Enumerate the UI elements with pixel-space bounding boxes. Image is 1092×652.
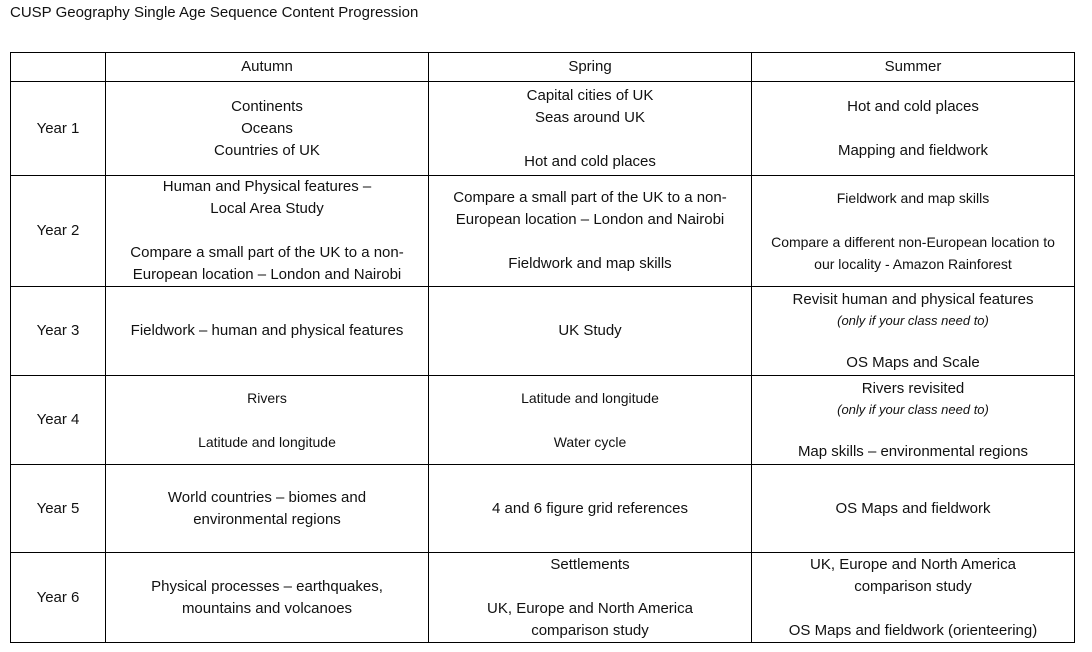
cell-autumn (106, 176, 429, 287)
topic: Physical processes – earthquakes, (151, 577, 383, 595)
topic: Continents (231, 97, 303, 115)
cell-autumn (106, 82, 429, 176)
header-autumn: Autumn (106, 53, 429, 82)
topic: OS Maps and fieldwork (orienteering) (788, 621, 1038, 639)
progression-table (10, 52, 1075, 643)
topic: Water cycle (553, 434, 627, 450)
cell-autumn (106, 465, 429, 553)
optional-note: (only if your class need to) (837, 312, 989, 328)
cell-spring (429, 553, 752, 643)
cell-spring (429, 176, 752, 287)
topic: OS Maps and fieldwork (835, 499, 991, 517)
topic: Rivers (247, 390, 287, 406)
topic: comparison study (854, 577, 972, 595)
topic: comparison study (531, 621, 649, 639)
topic: environmental regions (193, 510, 341, 528)
row-label: Year 1 (11, 82, 106, 176)
topic: Seas around UK (534, 108, 646, 126)
table-row-year-4 (11, 376, 1075, 465)
topic: Revisit human and physical features (792, 290, 1034, 308)
topic: Hot and cold places (524, 152, 656, 170)
topic: 4 and 6 figure grid references (492, 499, 688, 517)
topic: Hot and cold places (847, 97, 979, 115)
cell-summer (752, 287, 1075, 376)
optional-note: (only if your class need to) (837, 401, 989, 417)
table-row-year-1 (11, 82, 1075, 176)
topic: Mapping and fieldwork (837, 141, 989, 159)
topic: Fieldwork and map skills (508, 255, 672, 272)
cell-autumn (106, 287, 429, 376)
topic: Latitude and longitude (198, 434, 336, 450)
topic: Settlements (550, 555, 630, 573)
topic: European location – London and Nairobi (132, 266, 402, 283)
row-label: Year 4 (11, 376, 106, 465)
topic: Compare a different non-European location to (771, 234, 1055, 250)
topic: our locality - Amazon Rainforest (814, 256, 1012, 272)
topic: Fieldwork and map skills (836, 190, 990, 206)
topic: Rivers revisited (861, 379, 965, 397)
row-label: Year 5 (11, 465, 106, 553)
topic: Countries of UK (214, 141, 320, 159)
cell-summer (752, 376, 1075, 465)
cell-spring (429, 465, 752, 553)
topic: Human and Physical features – (162, 178, 372, 195)
document-title: CUSP Geography Single Age Sequence Content Progression (10, 4, 419, 21)
table-row-year-2 (11, 176, 1075, 287)
topic: Latitude and longitude (521, 390, 659, 406)
table-row-year-6 (11, 553, 1075, 643)
topic: World countries – biomes and (167, 488, 367, 506)
row-label: Year 6 (11, 553, 106, 643)
cell-autumn (106, 553, 429, 643)
cell-summer (752, 82, 1075, 176)
row-label: Year 2 (11, 176, 106, 287)
header-summer: Summer (752, 53, 1075, 82)
topic: Oceans (241, 119, 293, 137)
cell-autumn (106, 376, 429, 465)
cell-summer (752, 553, 1075, 643)
table-row-year-5 (11, 465, 1075, 553)
header-spring: Spring (429, 53, 752, 82)
cell-summer (752, 465, 1075, 553)
topic: UK, Europe and North America (487, 599, 693, 617)
header-empty (11, 53, 106, 82)
table-row-year-3 (11, 287, 1075, 376)
header-row (11, 53, 1075, 82)
topic: Compare a small part of the UK to a non- (453, 189, 727, 206)
cell-spring (429, 82, 752, 176)
topic: Map skills – environmental regions (797, 442, 1029, 460)
topic: Local Area Study (210, 200, 324, 217)
topic: Compare a small part of the UK to a non- (130, 244, 404, 261)
topic: mountains and volcanoes (181, 599, 353, 617)
topic: UK Study (558, 322, 622, 339)
cell-spring (429, 376, 752, 465)
row-label: Year 3 (11, 287, 106, 376)
topic: European location – London and Nairobi (455, 211, 725, 228)
topic: Fieldwork – human and physical features (130, 322, 404, 339)
topic: UK, Europe and North America (810, 555, 1016, 573)
topic: OS Maps and Scale (846, 353, 980, 371)
topic: Capital cities of UK (526, 86, 654, 104)
cell-summer (752, 176, 1075, 287)
cell-spring (429, 287, 752, 376)
